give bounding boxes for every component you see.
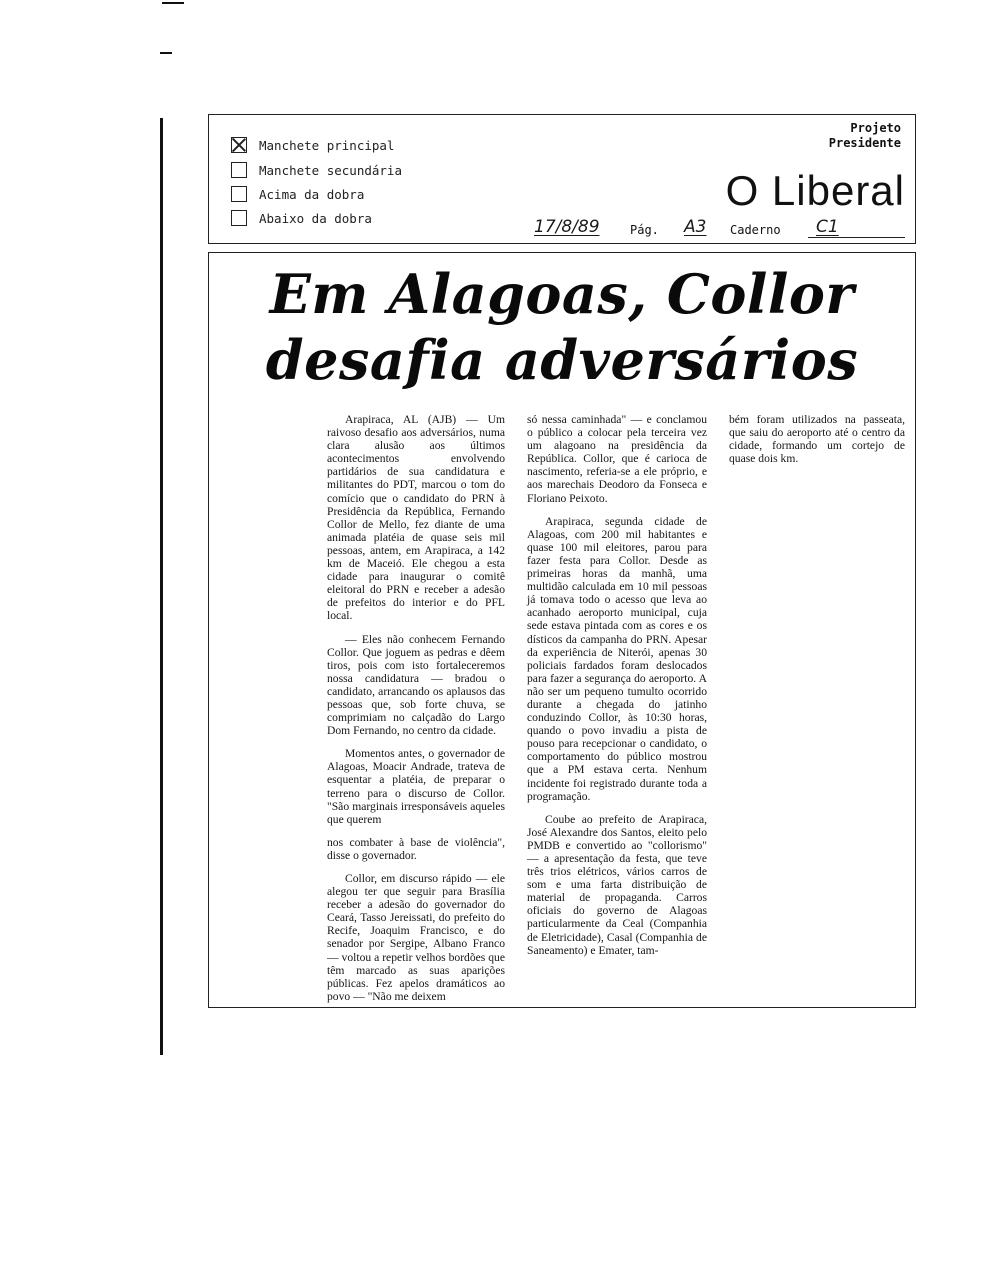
checklist-item-acima-da-dobra[interactable] (231, 184, 364, 204)
reference-line (534, 217, 905, 239)
section-label: Caderno (730, 223, 781, 237)
article-column-3 (729, 413, 905, 475)
checklist-label: Manchete secundária (259, 162, 402, 178)
paragraph: bém foram utilizados na passeata, que saiu do aeroporto até o centro da cidade, formando um cortejo de quase dois km. (729, 413, 905, 466)
paragraph: nos combater à base de violência", disse o governador. (327, 835, 505, 862)
project-label (829, 121, 901, 151)
checklist-label: Manchete principal (259, 137, 395, 153)
scan-mark-left-dash (160, 52, 172, 54)
project-line-1: Projeto (850, 121, 901, 135)
newspaper-name: O Liberal (725, 167, 905, 214)
headline-line-2: desafia adversários (265, 328, 859, 392)
paragraph: — Eles não conhecem Fernando Collor. Que joguem as pedras e dêem tiros, pois com isto fortaleceremos nossa candidatura — bradou o candidato, arrancando os aplausos das pessoas que, sob forte chuva, se comprimiam no calçadão do Largo Dom Fernando, no centro da cidade. (327, 632, 505, 738)
section-value: C1 (816, 217, 839, 237)
paragraph: só nessa caminhada" — e conclamou o público a colocar pela terceira vez um alagoano na presidência da República. Collor, que é carioca de nascimento, referia-se a ele próprio, e aos marechais Deodoro da Fonseca e Floriano Peixoto. (527, 413, 707, 505)
checklist-label: Abaixo da dobra (259, 210, 372, 226)
paragraph: Arapiraca, segunda cidade de Alagoas, com 200 mil habitantes e quase 100 mil eleitores, parou para fazer festa para Collor. Desde as primeiras horas da manhã, uma multidão calculada em 10 mil pessoas já tomava todo o acesso que leva ao acanhado aeroporto municipal, cuja sede estava pintada com as cores e os dísticos da campanha do PRN. Apesar da experiência de Niterói, apenas 30 policiais fardados foram deslocados para fazer a segurança do aeroporto. A não ser um pequeno tumulto ocorrido durante a chegada do jatinho conduzindo Collor, às 10:30 horas, quando o povo invadiu a pista de pouso para recepcionar o candidato, o comportamento do público mostrou que a PM estava certa. Nenhum incidente foi registrado durante toda a programação. (527, 514, 707, 803)
headline (209, 261, 915, 393)
checkbox-icon[interactable] (231, 210, 247, 226)
checklist-item-manchete-principal[interactable] (231, 135, 394, 155)
page-label: Pág. (630, 223, 659, 237)
checklist-label: Acima da dobra (259, 186, 365, 202)
article-column-2 (527, 413, 707, 967)
paragraph: Arapiraca, AL (AJB) — Um raivoso desafio aos adversários, numa clara alusão aos últimos acontecimentos envolvendo partidários de sua candidatura e militantes do PDT, marcou o tom do comício que o candidato do PRN à Presidência da República, Fernando Collor de Mello, fez diante de uma animada platéia de quase seis mil pessoas, antem, em Arapiraca, a 142 km de Maceió. Ele chegou a esta cidade para inaugurar o comitê eleitoral do PRN e receber a adesão de prefeitos do interior e do PFL local. (327, 413, 505, 623)
checklist-item-manchete-secundaria[interactable] (231, 160, 402, 180)
clipping-header (208, 114, 916, 244)
scan-mark-top (162, 2, 184, 4)
paragraph: Collor, em discurso rápido — ele alegou ter que seguir para Brasília receber a adesão do governador do Ceará, Tasso Jereissati, do prefeito do Recife, Joaquim Francisco, e do senador por Sergipe, Albano Franco — voltou a repetir velhos bordões que têm marcado as suas aparições públicas. Fez apelos dramáticos ao povo — "Não me deixem (327, 872, 505, 1003)
headline-line-1: Em Alagoas, Collor (269, 262, 855, 326)
underline-rule (808, 237, 905, 238)
paragraph: Momentos antes, o governador de Alagoas, Moacir Andrade, trateva de esquentar a platéia, de preparar o terreno para o discurso de Collor. "São marginais irresponsáveis aqueles que querem (327, 747, 505, 826)
page-value: A3 (684, 217, 707, 237)
scan-mark-left-bar (160, 118, 163, 1055)
checklist-item-abaixo-da-dobra[interactable] (231, 208, 372, 228)
paragraph: Coube ao prefeito de Arapiraca, José Alexandre dos Santos, eleito pelo PMDB e convertido ao "collorismo" — a apresentação da festa, que teve três trios elétricos, vários carros de som e uma farta distribuição de material de propaganda. Carros oficiais do governo de Alagoas particularmente da Ceal (Companhia de Eletricidade), Casal (Companhia de Saneamento) e Emater, tam- (527, 812, 707, 957)
checkbox-icon[interactable] (231, 186, 247, 202)
date-value: 17/8/89 (534, 217, 600, 237)
project-line-2: Presidente (828, 136, 901, 150)
checkbox-checked-icon[interactable] (231, 137, 247, 153)
article-column-1 (327, 413, 505, 1013)
checkbox-icon[interactable] (231, 162, 247, 178)
article-clipping (208, 252, 916, 1008)
